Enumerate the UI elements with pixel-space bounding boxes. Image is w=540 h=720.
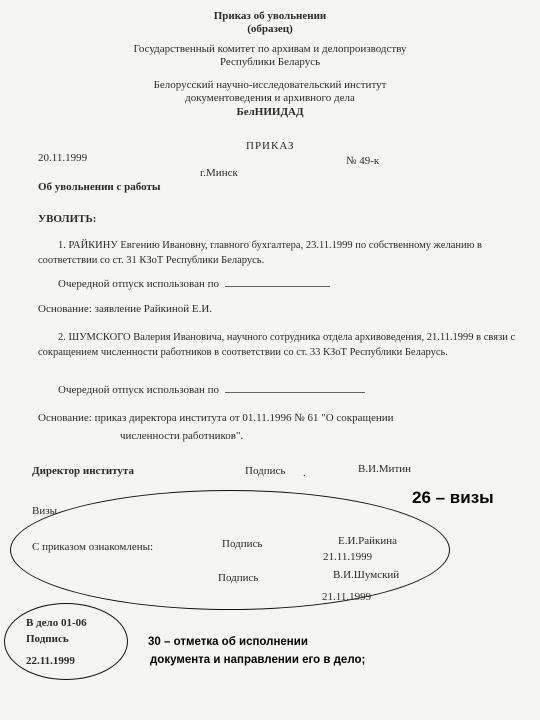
- acquainted-date2: 21.11.1999: [322, 591, 372, 603]
- filing-line2: Подпись: [26, 633, 69, 645]
- item2-leave: [58, 383, 365, 397]
- signature-dot: .: [303, 467, 306, 479]
- doc-number: № 49-к: [346, 155, 380, 167]
- item1-leave: [58, 277, 330, 291]
- item2-text: 2. ШУМСКОГО Валерия Ивановича, научного сотрудника отдела архивоведения, 21.11.1999 в связи с сокращением численности работников в соответствии со ст. 33 КЗоТ Республики Беларусь.: [38, 332, 516, 358]
- filing-line3: 22.11.1999: [26, 655, 75, 667]
- header-inst-abbr: БелНИИДАД: [236, 106, 304, 118]
- note30-line1: 30 – отметка об исполнении: [148, 636, 308, 648]
- item1-basis: Основание: заявление Райкиной Е.И.: [38, 303, 213, 315]
- signature-name: В.И.Митин: [358, 463, 412, 475]
- visas-annotation: 26 – визы: [412, 488, 494, 507]
- header-org-2: Республики Беларусь: [219, 56, 321, 68]
- acquainted-date1: 21.11.1999: [323, 551, 373, 563]
- signature-position: Директор института: [32, 465, 134, 477]
- item2-leave-blank: [225, 383, 365, 393]
- header-title: Приказ об увольнении: [213, 10, 327, 22]
- note30-line2: документа и направлении его в дело;: [150, 654, 366, 666]
- item1-leave-label: Очередной отпуск использован по: [58, 278, 219, 290]
- header-org-1: Государственный комитет по архивам и делопроизводству: [133, 43, 407, 55]
- dismiss-heading: УВОЛИТЬ:: [38, 213, 97, 225]
- header-sample: (образец): [247, 23, 293, 35]
- item1-leave-blank: [225, 277, 330, 287]
- filing-line1: В дело 01-06: [26, 617, 87, 629]
- basis2-line2: численности работников".: [120, 430, 244, 442]
- item1-text: 1. РАЙКИНУ Евгению Ивановну, главного бухгалтера, 23.11.1999 по собственному желанию в соответствии со ст. 31 КЗоТ Республики Беларусь.: [38, 240, 483, 266]
- acquainted-name1: Е.И.Райкина: [338, 535, 398, 547]
- signature-label: Подпись: [245, 465, 286, 477]
- basis2-line1: Основание: приказ директора института от 01.11.1996 № 61 "О сокращении: [38, 412, 394, 424]
- visas-label: Визы: [32, 505, 57, 517]
- doc-title: ПРИКАЗ: [246, 140, 295, 152]
- acquainted-label: С приказом ознакомлены:: [32, 541, 154, 553]
- acquainted-name2: В.И.Шумский: [333, 569, 400, 581]
- header-inst-2: документоведения и архивного дела: [185, 92, 355, 104]
- doc-city: г.Минск: [200, 167, 238, 179]
- acquainted-sign2: Подпись: [218, 572, 259, 584]
- doc-subject: Об увольнении с работы: [38, 181, 161, 193]
- acquainted-sign1: Подпись: [222, 538, 263, 550]
- header-inst-1: Белорусский научно-исследовательский институт: [153, 79, 387, 91]
- doc-date: 20.11.1999: [38, 152, 88, 164]
- item2-leave-label: Очередной отпуск использован по: [58, 384, 219, 396]
